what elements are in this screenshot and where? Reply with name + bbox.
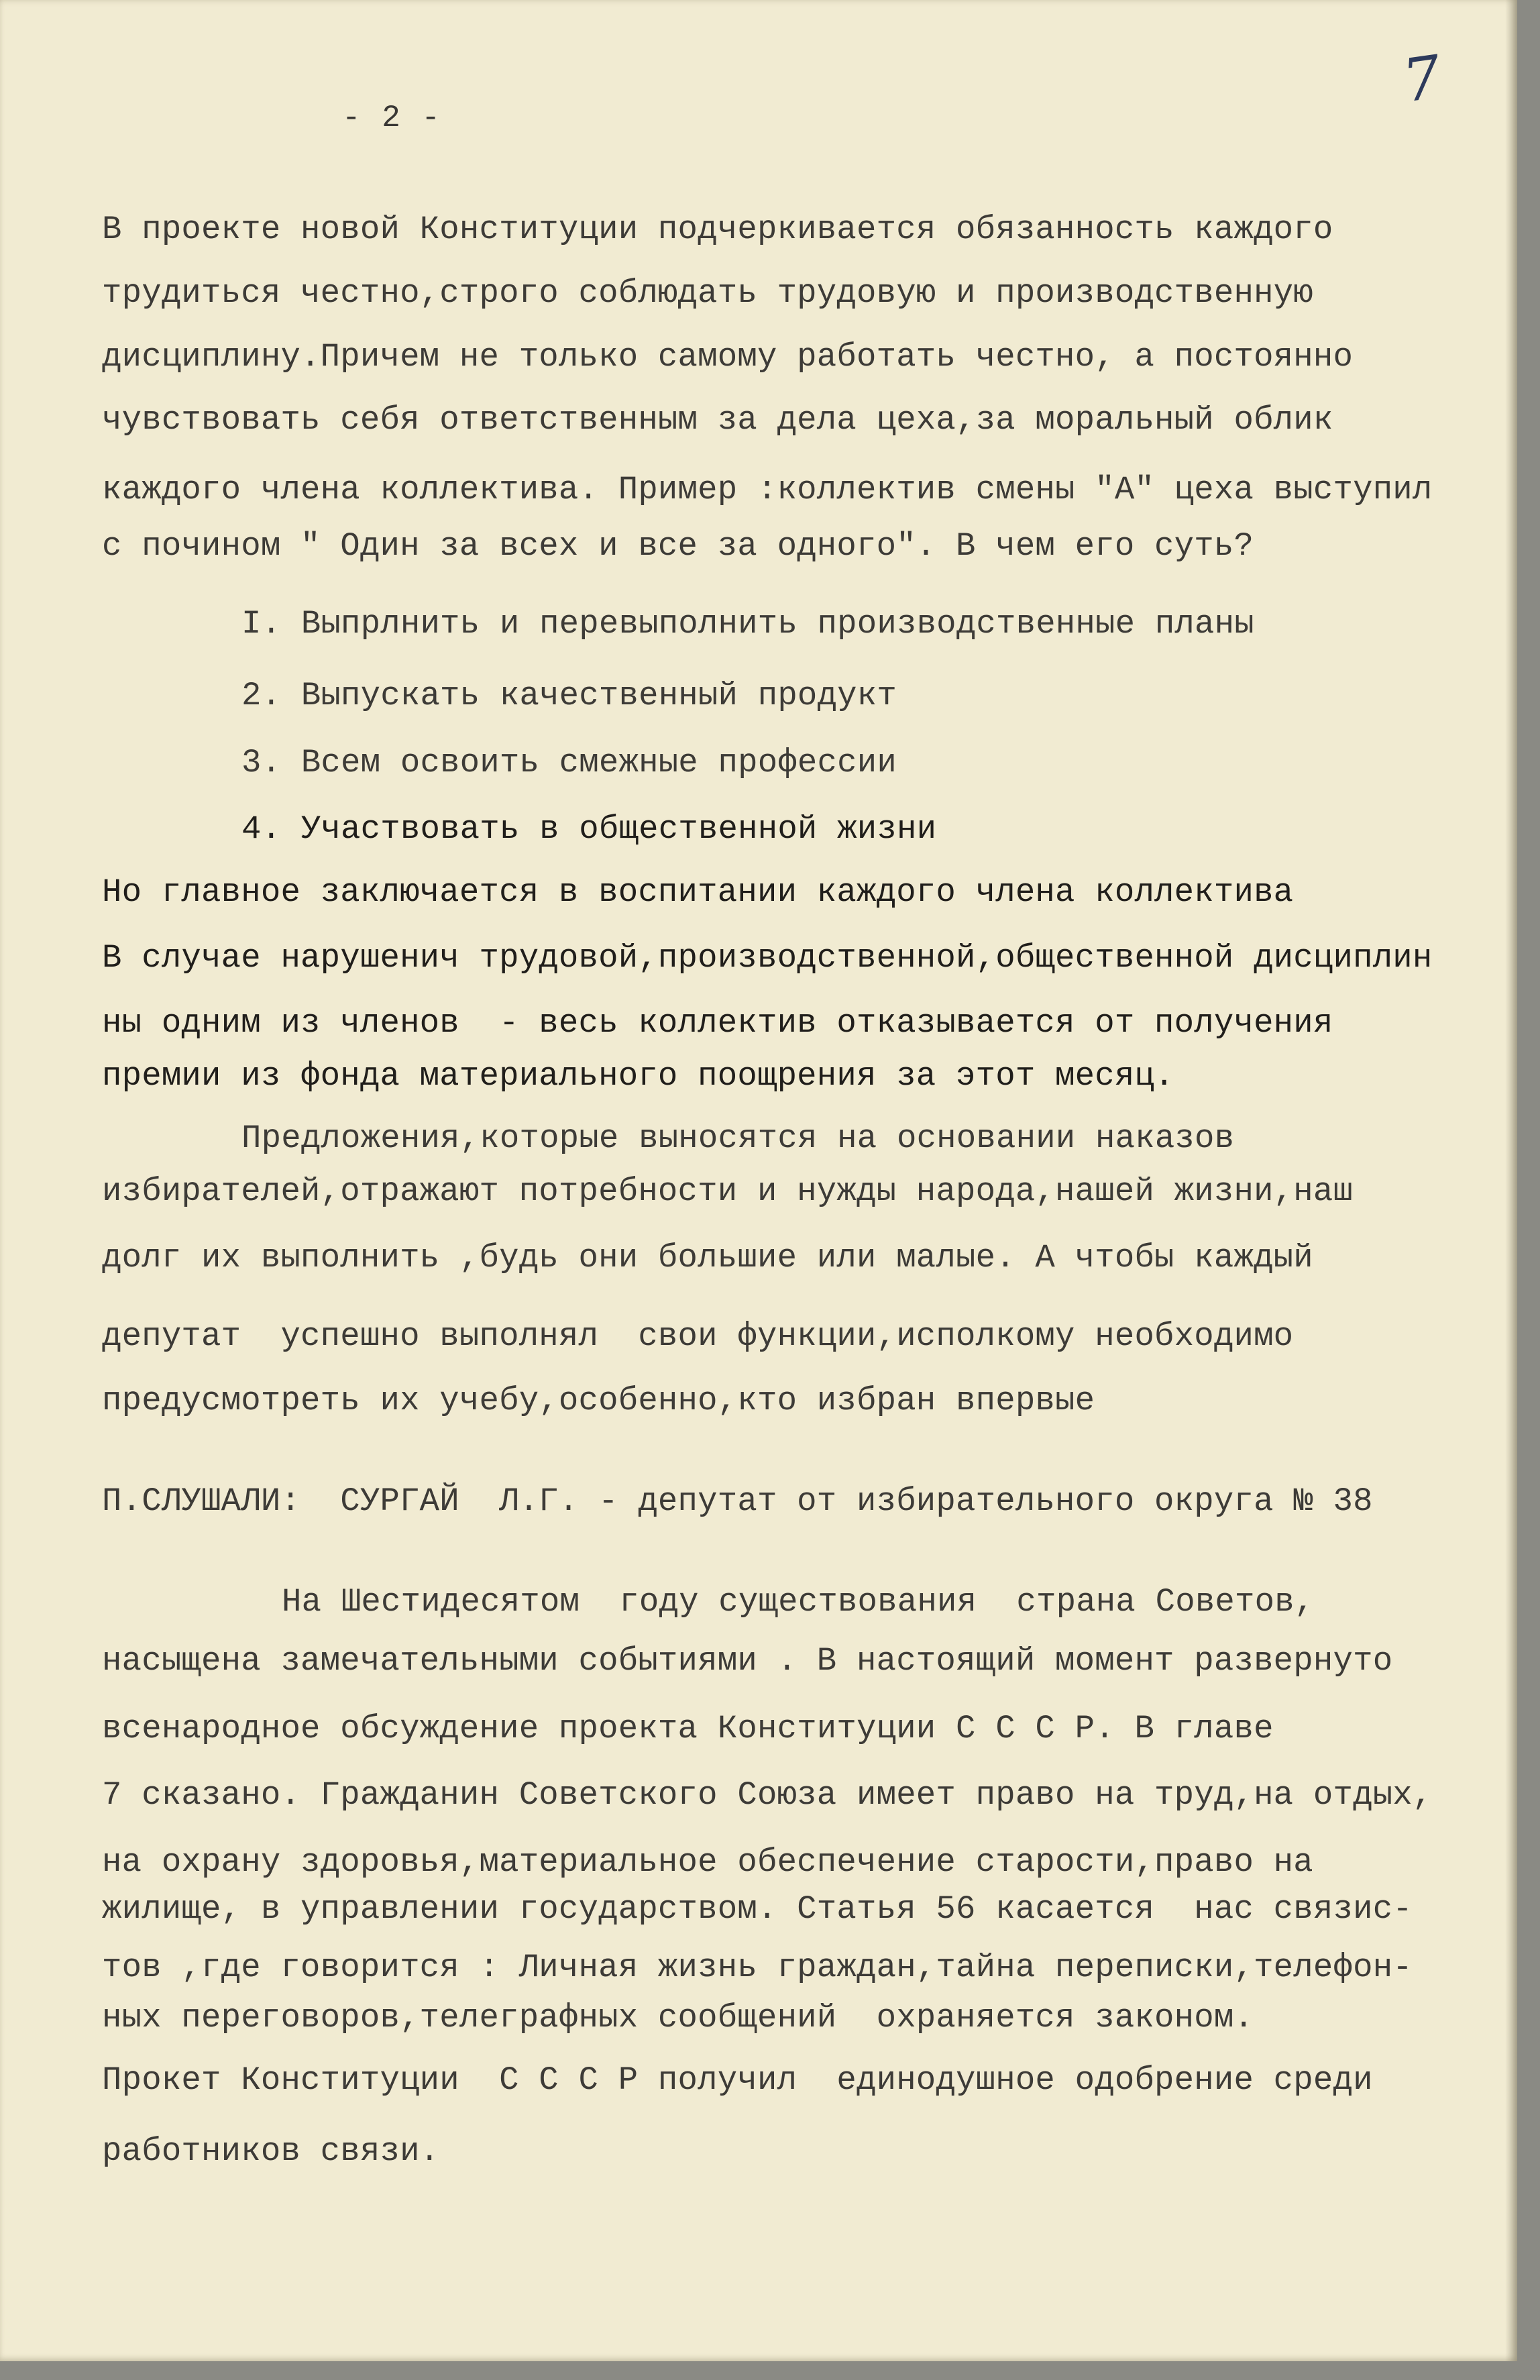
text-line: жилище, в управлении государством. Статья 56 касается нас связис- <box>102 1890 1413 1928</box>
text-line: В проекте новой Конституции подчеркивается обязанность каждого <box>102 211 1333 248</box>
text-line: работников связи. <box>102 2132 440 2170</box>
text-line: ны одним из членов - весь коллектив отказывается от получения <box>102 1004 1333 1042</box>
text-line: ных переговоров,телеграфных сообщений охраняется законом. <box>102 1999 1254 2037</box>
text-line: чувствовать себя ответственным за дела цеха,за моральный облик <box>102 401 1333 439</box>
text-line: долг их выполнить ,будь они большие или малые. А чтобы каждый <box>102 1239 1313 1277</box>
text-line: депутат успешно выполнял свои функции,исполкому необходимо <box>102 1317 1294 1355</box>
text-line: с почином " Один за всех и все за одного". В чем его суть? <box>102 527 1254 565</box>
text-line: избирателей,отражают потребности и нужды народа,нашей жизни,наш <box>102 1173 1354 1210</box>
text-line: Предложения,которые выносятся на основании наказов <box>241 1120 1235 1157</box>
text-line: каждого члена коллектива. Пример :коллектив смены "А" цеха выступил <box>102 471 1433 508</box>
text-line: В случае нарушенич трудовой,производственной,общественной дисциплин <box>102 939 1433 977</box>
list-item: 2. Выпускать качественный продукт <box>241 677 897 714</box>
heard-heading: П.СЛУШАЛИ: СУРГАЙ Л.Г. - депутат от избирательного округа № 38 <box>102 1482 1373 1520</box>
text-line: предусмотреть их учебу,особенно,кто избран впервые <box>102 1382 1095 1419</box>
handwritten-corner-mark: 7 <box>1398 42 1445 116</box>
page-number: - 2 - <box>342 101 442 136</box>
text-line: всенародное обсуждение проекта Конституции С С С Р. В главе <box>102 1710 1274 1747</box>
text-line: трудиться честно,строго соблюдать трудовую и производственную <box>102 274 1313 312</box>
list-item: I. Выпрлнить и перевыполнить производственные планы <box>241 605 1254 643</box>
text-line: дисциплину.Причем не только самому работать честно, а постоянно <box>102 338 1354 376</box>
list-item: 3. Всем освоить смежные профессии <box>241 744 897 781</box>
text-line: на охрану здоровья,материальное обеспечение старости,право на <box>102 1843 1313 1881</box>
list-item: 4. Участвовать в общественной жизни <box>241 810 937 848</box>
text-line: На Шестидесятом году существования страна Советов, <box>282 1583 1315 1621</box>
text-line: 7 сказано. Гражданин Советского Союза имеет право на труд,на отдых, <box>102 1776 1433 1814</box>
text-line: Прокет Конституции С С С Р получил единодушное одобрение среди <box>102 2061 1373 2099</box>
text-line: тов ,где говорится : Личная жизнь граждан,тайна переписки,телефон- <box>102 1949 1413 1986</box>
text-line: премии из фонда материального поощрения за этот месяц. <box>102 1057 1174 1095</box>
text-line: Но главное заключается в воспитании каждого члена коллектива <box>102 873 1294 911</box>
text-line: насыщена замечательными событиями . В настоящий момент развернуто <box>102 1642 1393 1680</box>
